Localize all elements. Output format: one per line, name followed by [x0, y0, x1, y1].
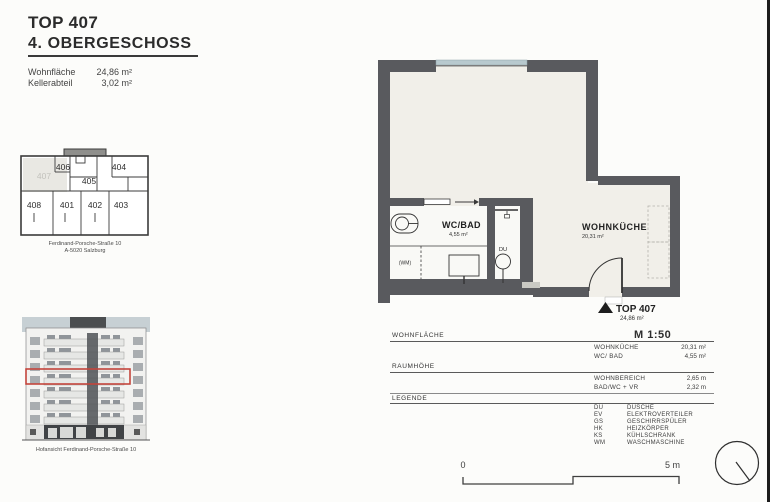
window — [436, 60, 527, 67]
table-row-label: BAD/WC + VR — [594, 384, 639, 391]
entrance-label: TOP 407 — [616, 304, 656, 315]
site-plan-caption — [49, 241, 122, 254]
room-label-wcbad: WC/BAD — [442, 220, 481, 230]
table-row-value: 2,32 m — [686, 384, 706, 391]
legend-desc: DUSCHE — [627, 405, 655, 411]
table-row-value: 2,65 m — [686, 375, 706, 382]
unit-label: 408 — [26, 200, 42, 210]
entrance-area: 24,86 m² — [620, 316, 644, 322]
rule — [390, 372, 714, 373]
room-area-wcbad: 4,55 m² — [449, 232, 468, 238]
entry-landing — [605, 297, 622, 304]
fact-row — [28, 67, 132, 78]
table-row-value: 20,31 m² — [681, 344, 706, 351]
unit-label: 406 — [55, 162, 71, 172]
table-row-value: 4,55 m² — [684, 353, 706, 360]
elevation-caption: Hofansicht Ferdinand-Porsche-Straße 10 — [35, 447, 137, 453]
table-row-label: WOHNBEREICH — [594, 375, 646, 382]
unit-label: 405 — [81, 176, 97, 186]
fact-label: Kellerabteil — [28, 78, 73, 88]
unit-label: 401 — [59, 200, 75, 210]
legend-abbr: KS — [594, 433, 603, 439]
floor-title: 4. OBERGESCHOSS — [28, 35, 198, 57]
washer-label: (WM) — [398, 260, 412, 267]
scale-start-label: 0 — [460, 460, 466, 470]
legend-desc: WASCHMASCHINE — [627, 440, 685, 446]
bathroom-floor — [390, 206, 487, 279]
legend-abbr: GS — [594, 419, 604, 425]
fact-label: Wohnfläche — [28, 67, 76, 77]
site-caption-line1: Ferdinand-Porsche-Straße 10 — [48, 241, 122, 247]
room-label-wohnkueche: WOHNKÜCHE — [582, 222, 647, 232]
rule — [390, 393, 714, 394]
legend-abbr: HK — [594, 426, 603, 432]
table-row-label: WOHNKÜCHE — [594, 344, 639, 351]
rule — [390, 403, 714, 404]
section-title-legende: LEGENDE — [392, 395, 428, 402]
site-caption-line2: A-5020 Salzburg — [64, 248, 106, 254]
building-elevation — [18, 314, 154, 456]
drawing-scale: M 1:50 — [634, 329, 672, 341]
section-title-wohnflaeche: WOHNFLÄCHE — [392, 332, 445, 339]
ev-wall-mark — [522, 282, 540, 288]
area-facts — [28, 67, 132, 89]
ground-floor — [22, 425, 150, 440]
unit-label: 404 — [111, 162, 127, 172]
legend-abbr: EV — [594, 412, 603, 418]
page-title: TOP 407 — [28, 13, 99, 32]
unit-label-highlighted: 407 — [36, 171, 52, 181]
legend-desc: KÜHLSCHRANK — [627, 433, 676, 439]
scale-end-label: 5 m — [664, 460, 680, 470]
legend-desc: ELEKTROVERTEILER — [627, 412, 694, 418]
legend-desc: HEIZKÖRPER — [627, 426, 670, 432]
north-compass-icon — [716, 442, 759, 485]
scale-bar — [463, 477, 679, 485]
fact-value: 24,86 m² — [96, 67, 132, 77]
fact-row — [28, 78, 132, 89]
site-key-plan — [16, 144, 156, 258]
unit-label: 402 — [87, 200, 103, 210]
legend-desc: GESCHIRRSPÜLER — [627, 419, 687, 425]
scale-bar-and-compass — [450, 436, 770, 500]
chimney — [70, 317, 106, 328]
unit-label: 403 — [113, 200, 129, 210]
apartment-floor-plan — [376, 58, 688, 324]
section-title-raumhoehe: RAUMHÖHE — [392, 363, 435, 370]
table-row-label: WC/ BAD — [594, 353, 624, 360]
room-area-wohnkueche: 20,31 m² — [582, 234, 604, 240]
legend-abbr: WM — [594, 440, 606, 446]
stair-core — [87, 333, 98, 425]
fact-value: 3,02 m² — [101, 78, 132, 88]
rule — [390, 341, 714, 342]
legend-abbr: DU — [594, 405, 604, 411]
shower-label: DU — [498, 247, 508, 253]
